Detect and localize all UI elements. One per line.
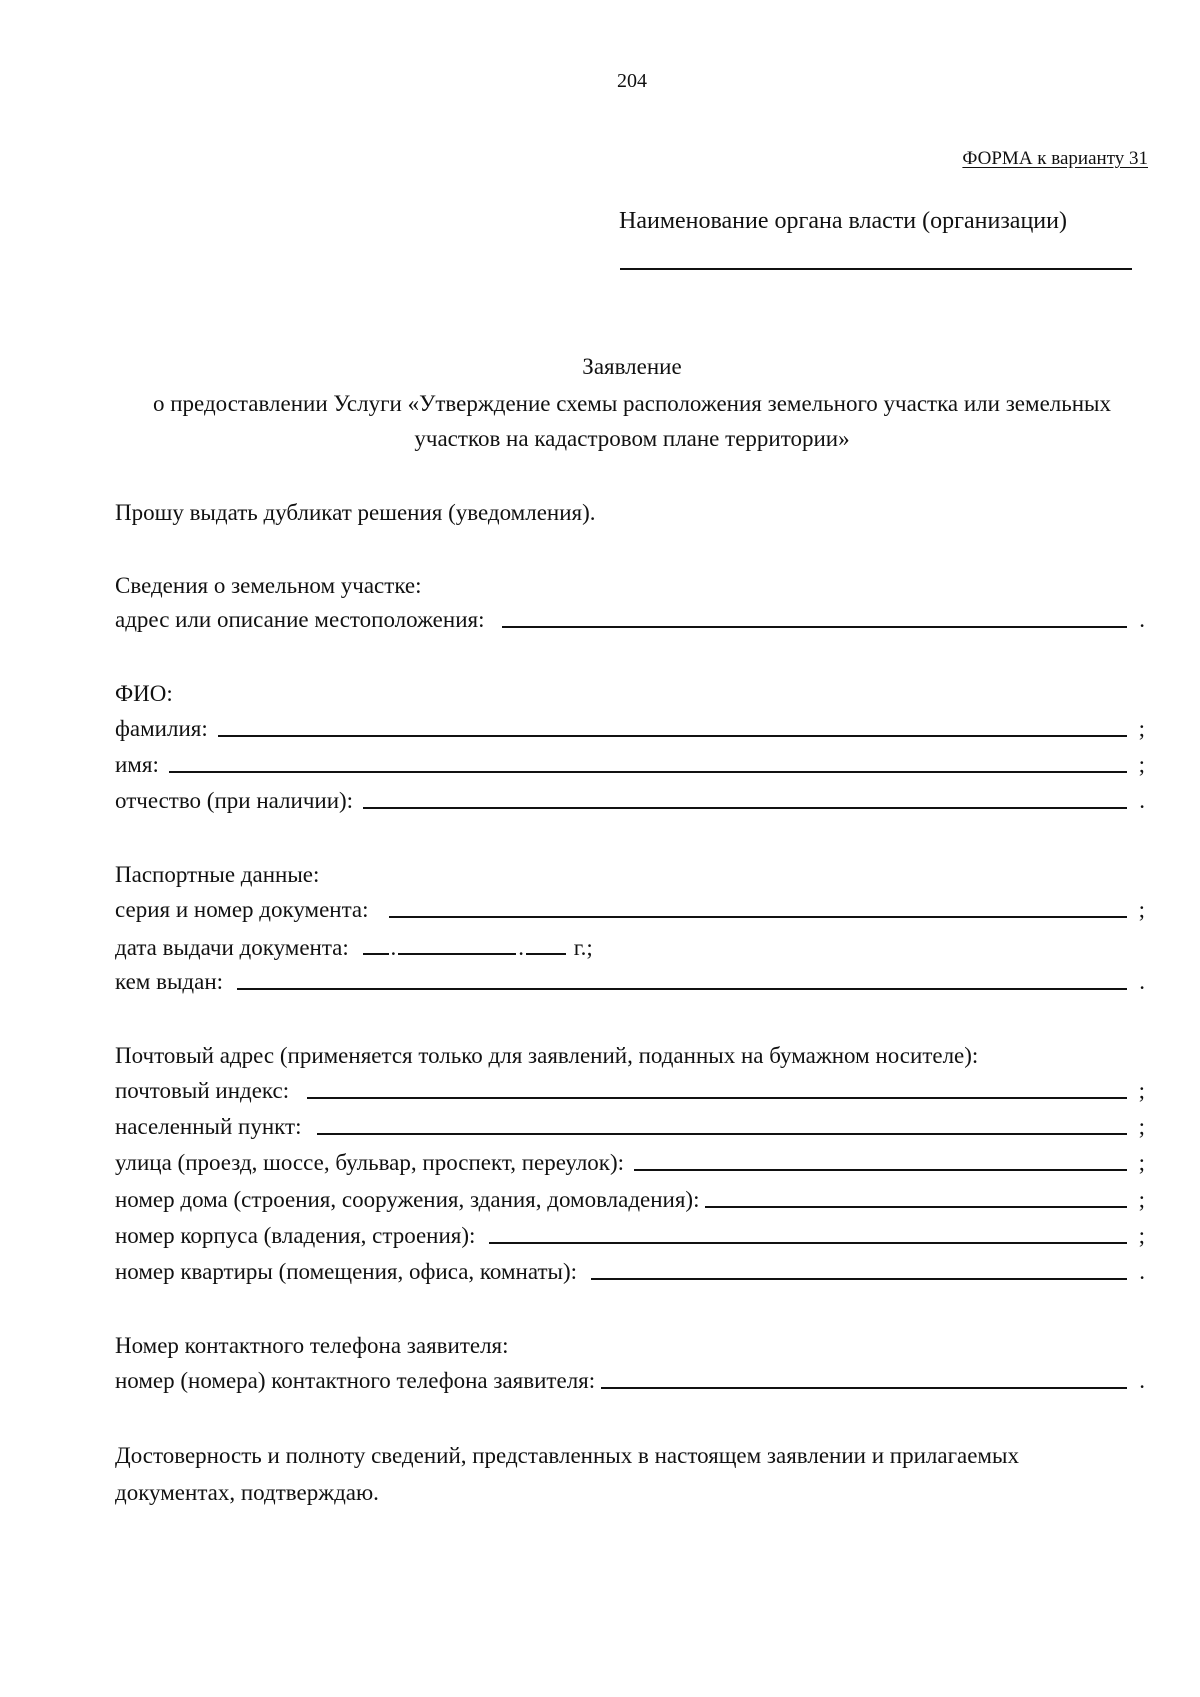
postal-index-label: почтовый индекс: xyxy=(115,1078,290,1103)
row-end-mark: ; xyxy=(1138,1114,1145,1139)
land-address-label: адрес или описание местоположения: xyxy=(115,607,485,632)
fio-heading: ФИО: xyxy=(115,681,173,706)
patronymic-row xyxy=(115,786,1145,816)
row-end-mark: . xyxy=(1139,607,1145,632)
house-label: номер дома (строения, сооружения, здания, домовладения): xyxy=(115,1187,700,1212)
document-subtitle-line1: о предоставлении Услуги «Утверждение схемы расположения земельного участка или земельных xyxy=(152,391,1111,416)
row-end-mark: ; xyxy=(1138,752,1145,777)
row-end-mark: ; xyxy=(1138,716,1145,741)
street-field[interactable] xyxy=(634,1169,1127,1171)
organ-name-label: Наименование органа власти (организации) xyxy=(619,208,1067,234)
name-label: имя: xyxy=(115,752,159,777)
locality-row xyxy=(115,1112,1145,1142)
land-heading: Сведения о земельном участке: xyxy=(115,573,422,598)
name-row xyxy=(115,750,1145,780)
passport-issued-field[interactable] xyxy=(237,988,1127,990)
apartment-field[interactable] xyxy=(591,1278,1127,1280)
patronymic-label: отчество (при наличии): xyxy=(115,788,354,813)
row-end-mark: ; xyxy=(1138,1223,1145,1248)
document-title: Заявление xyxy=(582,354,682,379)
building-label: номер корпуса (владения, строения): xyxy=(115,1223,476,1248)
passport-series-row xyxy=(115,895,1145,925)
row-end-mark: ; xyxy=(1138,1150,1145,1175)
street-label: улица (проезд, шоссе, бульвар, проспект, переулок): xyxy=(115,1150,625,1175)
postal-index-row xyxy=(115,1076,1145,1106)
passport-series-label: серия и номер документа: xyxy=(115,897,369,922)
locality-label: населенный пункт: xyxy=(115,1114,302,1139)
date-separator: . xyxy=(390,935,397,960)
passport-date-label: дата выдачи документа: xyxy=(115,935,349,960)
apartment-row xyxy=(115,1257,1145,1287)
form-reference: ФОРМА к варианту 31 xyxy=(962,148,1148,169)
building-field[interactable] xyxy=(489,1242,1127,1244)
organ-name-field[interactable] xyxy=(620,268,1132,270)
phone-label: номер (номера) контактного телефона заявителя: xyxy=(115,1368,596,1393)
name-field[interactable] xyxy=(169,771,1127,773)
street-row xyxy=(115,1148,1145,1178)
house-field[interactable] xyxy=(705,1206,1127,1208)
locality-field[interactable] xyxy=(317,1133,1127,1135)
surname-label: фамилия: xyxy=(115,716,208,741)
document-subtitle-line2: участков на кадастровом плане территории» xyxy=(414,426,850,451)
surname-field[interactable] xyxy=(218,735,1127,737)
passport-issued-label: кем выдан: xyxy=(115,969,224,994)
passport-series-field[interactable] xyxy=(389,916,1127,918)
request-text: Прошу выдать дубликат решения (уведомления). xyxy=(115,500,596,525)
passport-date-suffix: г.; xyxy=(573,935,593,960)
date-separator: . xyxy=(518,935,525,960)
postal-heading: Почтовый адрес (применяется только для заявлений, поданных на бумажном носителе): xyxy=(115,1043,979,1068)
passport-date-month-field[interactable] xyxy=(398,953,516,955)
phone-row xyxy=(115,1366,1145,1396)
row-end-mark: ; xyxy=(1138,897,1145,922)
passport-date-year-field[interactable] xyxy=(526,953,566,955)
page-number: 204 xyxy=(617,70,647,92)
phone-heading: Номер контактного телефона заявителя: xyxy=(115,1333,509,1358)
row-end-mark: . xyxy=(1139,969,1145,994)
confirmation-line2: документах, подтверждаю. xyxy=(115,1480,379,1505)
row-end-mark: ; xyxy=(1138,1187,1145,1212)
house-row xyxy=(115,1185,1145,1215)
apartment-label: номер квартиры (помещения, офиса, комнаты): xyxy=(115,1259,577,1284)
building-row xyxy=(115,1221,1145,1251)
postal-index-field[interactable] xyxy=(307,1097,1127,1099)
phone-field[interactable] xyxy=(601,1387,1127,1389)
passport-heading: Паспортные данные: xyxy=(115,862,320,887)
land-address-row xyxy=(115,605,1145,635)
passport-date-row xyxy=(115,933,593,963)
land-address-field[interactable] xyxy=(502,626,1127,628)
row-end-mark: . xyxy=(1139,788,1145,813)
patronymic-field[interactable] xyxy=(363,807,1127,809)
row-end-mark: . xyxy=(1139,1259,1145,1284)
surname-row xyxy=(115,714,1145,744)
row-end-mark: ; xyxy=(1138,1078,1145,1103)
passport-issued-row xyxy=(115,967,1145,997)
passport-date-day-field[interactable] xyxy=(363,953,389,955)
row-end-mark: . xyxy=(1139,1368,1145,1393)
confirmation-line1: Достоверность и полноту сведений, представленных в настоящем заявлении и прилагаемых xyxy=(115,1443,1019,1468)
